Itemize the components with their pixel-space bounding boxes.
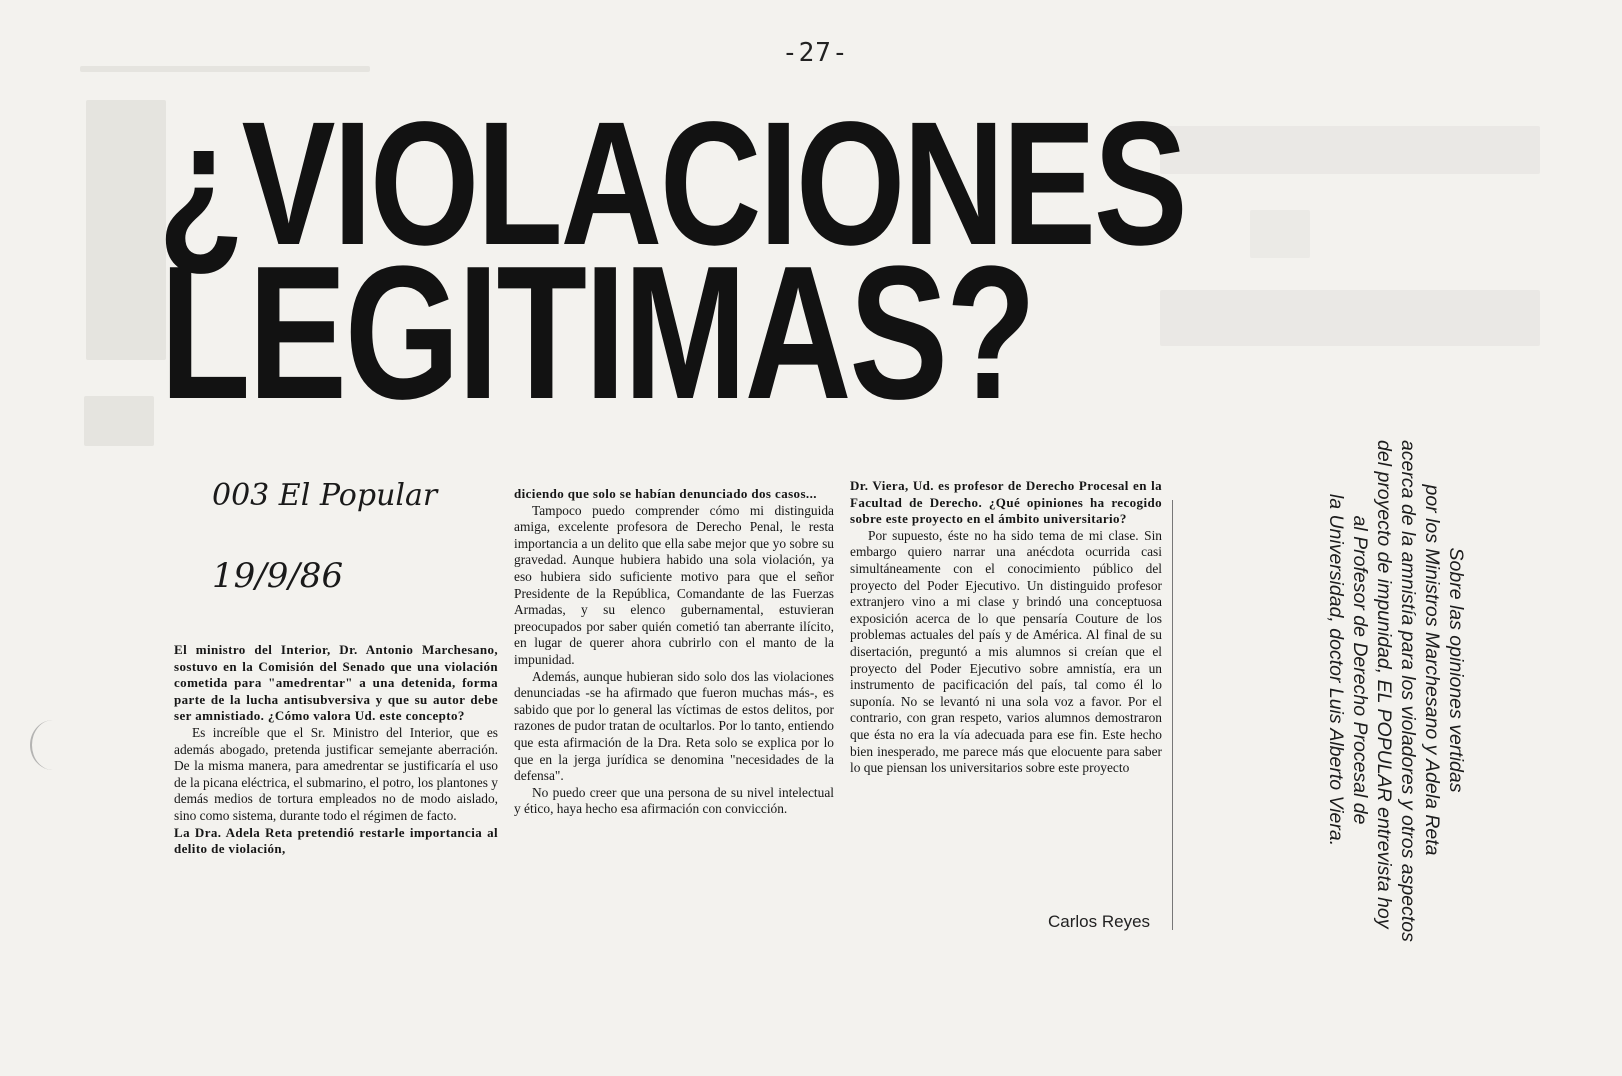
- sidebar-line: la Universidad, doctor Luis Alberto Viera.: [1325, 493, 1347, 847]
- column-rule: [1172, 500, 1173, 930]
- sidebar-line: acerca de la amnistía para los violadores y otros aspectos: [1397, 440, 1419, 942]
- intro-sidebar-rotated: [1324, 440, 1468, 942]
- bleed-through-top: [80, 66, 370, 72]
- article-column-3: [850, 478, 1162, 777]
- handwritten-date: 19/9/86: [212, 556, 344, 596]
- bleed-through-right-b: [1250, 210, 1310, 258]
- interview-question-2: La Dra. Adela Reta pretendió restarle importancia al delito de violación,: [174, 824, 498, 857]
- interview-question-3: Dr. Viera, Ud. es profesor de Derecho Procesal en la Facultad de Derecho. ¿Qué opiniones ha recogido sobre este proyecto en el ámbito universitario?: [850, 478, 1162, 527]
- page-number: -27-: [782, 38, 849, 68]
- handwritten-source: 003 El Popular: [212, 478, 438, 513]
- bleed-through-left: [86, 100, 166, 360]
- headline-line-2: LEGITIMAS?: [160, 227, 1034, 439]
- punch-hole-shadow: [30, 720, 76, 770]
- sidebar-line: del proyecto de impunidad, EL POPULAR entrevista hoy: [1373, 440, 1395, 929]
- answer-paragraph: Además, aunque hubieran sido solo dos las violaciones denunciadas -se ha afirmado que fueron muchas más-, es sabido que por lo general las víctimas de estos delitos, por razones de pudor tratan de ocultarlos. Por lo tanto, entiendo que esta afirmación de la Dra. Reta solo se explica por lo que en la jerga jurídica se denomina "necesidades de la defensa".: [514, 668, 834, 784]
- byline: Carlos Reyes: [1048, 912, 1151, 931]
- answer-paragraph: No puedo creer que una persona de su nivel intelectual y ético, haya hecho esa afirmación con convicción.: [514, 784, 834, 817]
- bleed-through-right-c: [1160, 290, 1540, 346]
- article-column-1: [174, 642, 498, 858]
- sidebar-line: por los Ministros Marchesano y Adela Reta: [1421, 484, 1443, 856]
- sidebar-line: Sobre las opiniones vertidas: [1445, 547, 1467, 793]
- interview-question-1: El ministro del Interior, Dr. Antonio Marchesano, sostuvo en la Comisión del Senado que una violación cometida para "amedrentar" a una detenida, forma parte de la lucha antisubversiva y que su autor debe ser amnistiado. ¿Cómo valora Ud. este concepto?: [174, 642, 498, 724]
- interview-question-2-cont: diciendo que solo se habían denunciado dos casos...: [514, 486, 817, 501]
- article-column-2: [514, 486, 834, 818]
- answer-paragraph: Por supuesto, éste no ha sido tema de mi clase. Sin embargo quiero narrar una anécdota ocurrida casi simultáneamente con el conocimiento público del proyecto del Poder Ejecutivo. Un distinguido profesor extranjero vino a mi clase y brindó una conceptuosa exposición acerca de lo que pensaría Couture de los problemas actuales del país y de América. Al final de su disertación, preguntó a mis alumnos si creían que el proyecto del Poder Ejecutivo sobre amnistía, era un instrumento de pacificación del país, tal como él lo suponía. No se levantó ni una sola voz a favor. Por el contrario, con gran respeto, varios alumnos demostraron que ésta no era la vía adecuada para ese fin. Este hecho bien inesperado, me parece más que elocuente para saber lo que piensan los universitarios sobre este proyecto: [850, 527, 1162, 776]
- headline-line-1: ¿VIOLACIONES: [158, 86, 1186, 282]
- sidebar-line: al Profesor de Derecho Procesal de: [1349, 515, 1371, 825]
- bleed-through-right-a: [1160, 126, 1540, 174]
- bleed-through-left-lower: [84, 396, 154, 446]
- answer-paragraph: Es increíble que el Sr. Ministro del Interior, que es además abogado, pretenda justificar semejante aberración. De la misma manera, para amedrentar se justificaría el uso de la picana eléctrica, el submarino, el potro, los plantones y demás medios de tortura empleados no de modo aislado, sino como sistema, durante todo el régimen de facto.: [174, 724, 498, 823]
- answer-paragraph: Tampoco puedo comprender cómo mi distinguida amiga, excelente profesora de Derecho Penal, le resta importancia a un delito que ella sabe mejor que yo sobre su gravedad. Aunque hubiera habido una sola violación, ya eso hubiera sido suficiente motivo para que el señor Presidente de la República, Comandante de las Fuerzas Armadas, y su elenco gubernamental, estuvieran preocupados por saber quién cometió tan aberrante ilícito, en lugar de querer ahora cubrirlo con el manto de la impunidad.: [514, 502, 834, 667]
